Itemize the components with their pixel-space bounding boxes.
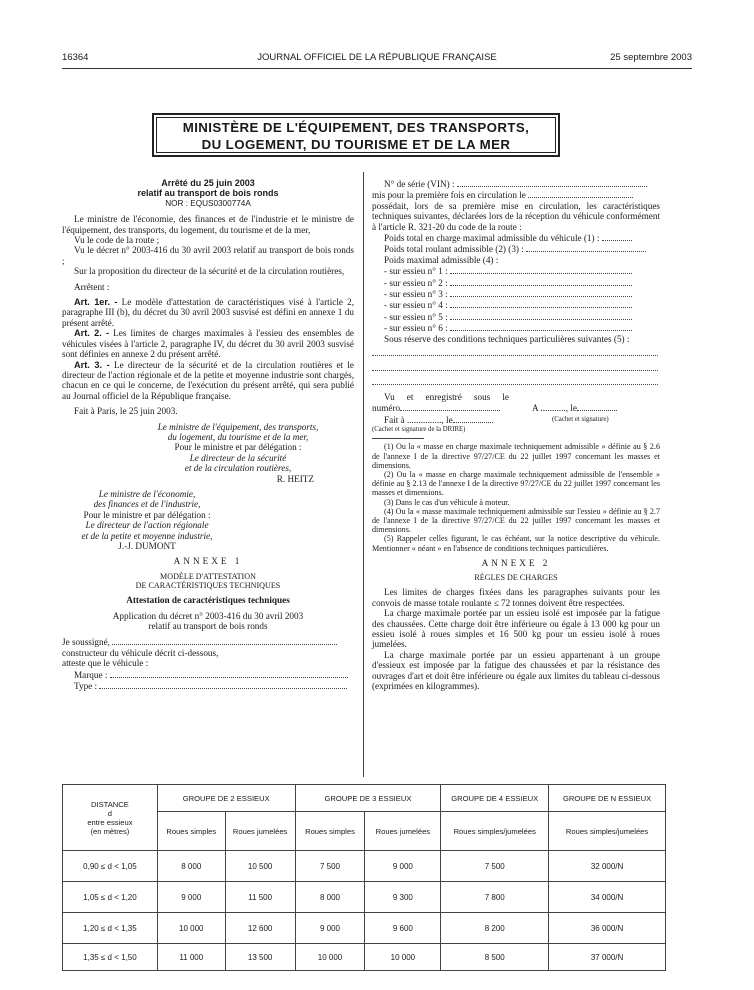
atteste: atteste que le véhicule : (62, 658, 149, 669)
load-cell: 9 000 (365, 851, 441, 882)
poids-total-row (372, 232, 660, 243)
issue-date: 25 septembre 2003 (610, 52, 692, 63)
subheader: Roues simples (157, 812, 225, 851)
nor-reference: NOR : EQUS0300774A (165, 198, 251, 208)
load-cell: 10 000 (295, 944, 365, 971)
essieu-row (372, 288, 660, 299)
vu-decret: Vu le décret n° 2003-416 du 30 avril 2003 relatif au transport de bois ronds ; (62, 245, 354, 266)
attestation-heading: Attestation de caractéristiques techniques (126, 595, 290, 606)
poids-total-field[interactable] (602, 232, 632, 241)
fait-a-paris: Fait à Paris, le 25 juin 2003. (74, 406, 178, 417)
application-line-2: relatif au transport de bois ronds (148, 621, 268, 632)
load-cell: 37 000/N (549, 944, 666, 971)
table-body (63, 851, 666, 971)
article-2 (62, 328, 354, 359)
page-header (62, 52, 692, 66)
mis-field[interactable] (528, 189, 633, 198)
notes-rule (372, 438, 424, 439)
signature-2-name: J.-J. DUMONT (118, 541, 176, 551)
page-number: 16364 (62, 52, 89, 63)
serie-row (372, 178, 660, 189)
subheader: Roues jumelées (365, 812, 441, 851)
type-label: Type : (74, 681, 98, 692)
load-cell: 11 500 (225, 882, 295, 913)
group-header-n: GROUPE DE N ESSIEUX (549, 785, 666, 812)
name-field[interactable] (112, 636, 337, 645)
right-column (372, 178, 660, 691)
distance-cell: 1,05 ≤ d < 1,20 (63, 882, 158, 913)
load-cell: 12 600 (225, 913, 295, 944)
numero-row (372, 402, 500, 413)
signature-1-line-2: du logement, du tourisme et de la mer, (167, 431, 309, 442)
article-3 (62, 360, 354, 402)
signature-1-line-1: Le ministre de l'équipement, des transports, (157, 421, 319, 432)
essieu-row (372, 322, 660, 333)
load-cell: 8 500 (441, 944, 549, 971)
essieu-label: - sur essieu n° 6 : (384, 323, 448, 334)
load-cell: 10 500 (225, 851, 295, 882)
annexe-1-sub-1: MODÈLE D'ATTESTATION (160, 571, 256, 581)
fait-a-label: Fait à ..............., le (384, 415, 453, 426)
registration-block (372, 392, 660, 432)
ministry-box (152, 113, 560, 157)
subheader: Roues simples/jumelées (441, 812, 549, 851)
load-cell: 10 000 (157, 913, 225, 944)
reserve-line-1 (372, 347, 660, 358)
footnote: (5) Rappeler celles figurant, le cas échéant, sur la notice descriptive du véhicule. Mentionner « néant » en l'absence de conditions techniques particulières. (372, 534, 660, 553)
a-le-field[interactable] (577, 402, 617, 411)
marque-label: Marque : (74, 669, 108, 680)
load-cell: 36 000/N (549, 913, 666, 944)
article-3-text: Le directeur de la sécurité et de la circulation routières et le directeur de l'action régionale et de la petite et moyenne industrie sont chargés, chacun en ce qui le concerne, de l'exécution du présent arrêté, qui sera publié au Journal officiel de la République française. (62, 359, 355, 401)
mis-label: mis pour la première fois en circulation le (372, 190, 526, 201)
reserve-field-1[interactable] (372, 347, 658, 356)
footnotes (372, 442, 660, 552)
distance-cell: 0,90 ≤ d < 1,05 (63, 851, 158, 882)
essieu-field[interactable] (450, 311, 632, 320)
a-le-row (532, 402, 617, 413)
arrete-intro: Le ministre de l'économie, des finances et de l'industrie et le ministre de l'équipement, des transports, du logement, du tourisme et de la mer, (62, 214, 354, 235)
essieu-row (372, 277, 660, 288)
distance-header-line: entre essieux (87, 817, 133, 827)
table-row (63, 944, 666, 971)
subheader: Roues simples/jumelées (549, 812, 666, 851)
load-cell: 8 000 (295, 882, 365, 913)
load-cell: 9 300 (365, 882, 441, 913)
a-le-label: A ..........., le (532, 403, 577, 414)
load-cell: 9 000 (295, 913, 365, 944)
serie-field[interactable] (457, 178, 647, 187)
load-cell: 10 000 (365, 944, 441, 971)
annexe-2-p2: La charge maximale portée par un essieu isolé est imposée par la fatigue des chaussées. Cette charge doit être inférieure ou égale à 13 000 kg pour un essieu isolé à roues simples et 16 500 kg pour un essieu isolé à roues jumelées. (372, 608, 660, 650)
essieu-field[interactable] (450, 299, 632, 308)
distance-header (63, 785, 158, 851)
constructeur: constructeur du véhicule décrit ci-dessous, (62, 647, 219, 658)
poids-roulant-label: Poids total roulant admissible (2) (3) : (384, 244, 524, 255)
annexe-2-sub: RÈGLES DE CHARGES (474, 573, 558, 583)
numero-field[interactable] (400, 402, 500, 411)
distance-header-line: DISTANCE (90, 799, 129, 809)
article-1-label: Art. 1er. - (74, 297, 118, 308)
signature-1-name: R. HEITZ (276, 473, 314, 484)
essieu-label: - sur essieu n° 1 : (384, 266, 448, 277)
essieu-field[interactable] (450, 277, 632, 286)
essieu-field[interactable] (450, 288, 632, 297)
application-line-1: Application du décret n° 2003-416 du 30 avril 2003 (112, 610, 304, 621)
sur-proposition: Sur la proposition du directeur de la sécurité et de la circulation routières, (74, 266, 345, 277)
marque-field[interactable] (110, 669, 348, 678)
article-1-text: Le modèle d'attestation de caractéristiques visé à l'article 2, paragraphe III (b), du décret du 30 avril 2003 susvisé est défini en annexe 1 du présent arrêté. (62, 297, 354, 328)
ministry-line-1: MINISTÈRE DE L'ÉQUIPEMENT, DES TRANSPORTS, (182, 120, 530, 135)
subheader: Roues jumelées (225, 812, 295, 851)
signature-1-line-4: Le directeur de la sécurité (189, 452, 287, 463)
poids-roulant-row (372, 243, 660, 254)
essieu-field[interactable] (450, 322, 632, 331)
signature-block-1 (62, 422, 354, 484)
vu-code-route: Vu le code de la route ; (74, 235, 160, 246)
table-row (63, 882, 666, 913)
signature-2-line-2: des finances et de l'industrie, (93, 499, 201, 510)
load-cell: 32 000/N (549, 851, 666, 882)
column-divider (363, 172, 364, 777)
arrete-title: Arrêté du 25 juin 2003 (161, 178, 255, 188)
signature-2-line-4: Le directeur de l'action régionale (85, 520, 209, 531)
essieu-label: - sur essieu n° 4 : (384, 300, 448, 311)
poids-roulant-field[interactable] (526, 243, 646, 252)
numero-label: numéro (372, 403, 401, 414)
essieu-label: - sur essieu n° 3 : (384, 289, 448, 300)
annexe-1-title: ANNEXE 1 (173, 556, 243, 567)
reserve-line-2 (372, 362, 660, 373)
essieu-field[interactable] (450, 265, 632, 274)
reserve-field-3[interactable] (372, 376, 658, 385)
cachet-drire: (Cachet et signature de la DRIRE) (372, 426, 466, 434)
journal-title: JOURNAL OFFICIEL DE LA RÉPUBLIQUE FRANÇAISE (257, 52, 497, 63)
load-cell: 7 500 (295, 851, 365, 882)
footnote: (1) Ou la « masse en charge maximale techniquement admissible » définie au § 2.6 de l'annexe I de la directive 97/27/CE du 22 juillet 1997 concernant les masses et dimensions. (372, 442, 660, 470)
group-header-4: GROUPE DE 4 ESSIEUX (441, 785, 549, 812)
type-row (62, 680, 354, 691)
signature-2-line-5: et de la petite et moyenne industrie, (81, 530, 213, 541)
reserve: Sous réserve des conditions techniques particulières suivantes (5) : (384, 333, 630, 344)
footnote: (2) Ou la « masse en charge maximale techniquement admissible de l'ensemble » définie au § 2.13 de l'annexe I de la directive 97/27/CE du 22 juillet 1997 concernant les masses et dimensions. (372, 469, 660, 498)
charges-table (62, 784, 666, 971)
marque-row (62, 669, 354, 680)
group-header-3: GROUPE DE 3 ESSIEUX (295, 785, 441, 812)
mis-row (372, 189, 660, 200)
article-3-label: Art. 3. - (74, 359, 110, 370)
essieux-list (372, 265, 660, 333)
table-row (63, 851, 666, 882)
article-1 (62, 297, 354, 328)
signature-1-line-3: Pour le ministre et par délégation : (174, 442, 302, 453)
article-2-label: Art. 2. - (74, 328, 110, 339)
distance-header-line: (en mètres) (90, 826, 130, 836)
vu-enregistre: Vu et enregistré sous le (384, 392, 509, 403)
poids-max: Poids maximal admissible (4) : (384, 254, 499, 265)
footnote: (4) Ou la « masse maximale techniquement admissible sur l'essieu » définie au § 2.7 de l'annexe I de la directive 97/27/CE du 22 juillet 1997 concernant les masses et dimensions. (372, 506, 660, 535)
signature-block-2 (62, 489, 232, 551)
essieu-row (372, 311, 660, 322)
essieu-row (372, 299, 660, 310)
load-cell: 8 200 (441, 913, 549, 944)
article-2-text: Les limites de charges maximales à l'essieu des ensembles de véhicules visées à l'article 2, paragraphe IV, du décret du 30 avril 2003 susvisé sont définies en annexe 2 du présent arrêté. (62, 328, 354, 360)
annexe-2-p3: La charge maximale portée par un essieu appartenant à un groupe d'essieux est imposée par la fatigue des chaussées et par la résistance des ouvrages d'art et doit être inférieure ou égale aux limites du tableau ci-dessous (exprimées en kilogrammes). (372, 649, 660, 692)
signature-1-line-5: et de la circulation routières, (184, 463, 292, 474)
distance-cell: 1,35 ≤ d < 1,50 (63, 944, 158, 971)
type-field[interactable] (99, 680, 347, 689)
annexe-2-title: ANNEXE 2 (481, 557, 551, 568)
left-column (62, 178, 354, 691)
reserve-field-2[interactable] (372, 362, 658, 371)
distance-header-line: d (107, 808, 113, 818)
essieu-label: - sur essieu n° 5 : (384, 311, 448, 322)
annexe-2-p1: Les limites de charges fixées dans les paragraphes suivants pour les convois de masse totale roulante ≤ 72 tonnes doivent être respectées. (372, 587, 660, 608)
reserve-line-3 (372, 376, 660, 387)
signature-2-line-3: Pour le ministre et par délégation : (83, 509, 211, 520)
je-soussigne-label: Je soussigné, (62, 637, 110, 648)
ministry-line-2: DU LOGEMENT, DU TOURISME ET DE LA MER (201, 137, 511, 152)
load-cell: 9 600 (365, 913, 441, 944)
subheader: Roues simples (295, 812, 365, 851)
load-cell: 9 000 (157, 882, 225, 913)
essieu-row (372, 265, 660, 276)
possedait: possédait, lors de sa première mise en circulation, les caractéristiques techniques suivantes, déclarées lors de la réception du véhicule conformément à l'article R. 321-20 du code de la route : (372, 200, 660, 232)
distance-cell: 1,20 ≤ d < 1,35 (63, 913, 158, 944)
poids-total-label: Poids total en charge maximal admissible du véhicule (1) : (384, 233, 600, 244)
load-cell: 7 500 (441, 851, 549, 882)
load-cell: 13 500 (225, 944, 295, 971)
serie-label: N° de série (VIN) : (384, 179, 455, 189)
signature-2-line-1: Le ministre de l'économie, (98, 488, 196, 499)
fait-a-field[interactable] (453, 414, 493, 423)
load-cell: 8 000 (157, 851, 225, 882)
header-rule (62, 68, 692, 69)
load-cell: 11 000 (157, 944, 225, 971)
load-cell: 7 800 (441, 882, 549, 913)
je-soussigne (62, 636, 354, 647)
fait-a-row (384, 414, 493, 425)
arrete-subtitle: relatif au transport de bois ronds (137, 188, 279, 199)
load-cell: 34 000/N (549, 882, 666, 913)
arretent: Arrêtent : (74, 281, 110, 292)
table-row (63, 913, 666, 944)
cachet-signature: (Cachet et signature) (552, 416, 609, 424)
essieu-label: - sur essieu n° 2 : (384, 277, 448, 288)
group-header-2: GROUPE DE 2 ESSIEUX (157, 785, 295, 812)
footnote: (3) Dans le cas d'un véhicule à moteur. (384, 497, 510, 507)
annexe-1-sub-2: DE CARACTÉRISTIQUES TECHNIQUES (135, 581, 281, 591)
